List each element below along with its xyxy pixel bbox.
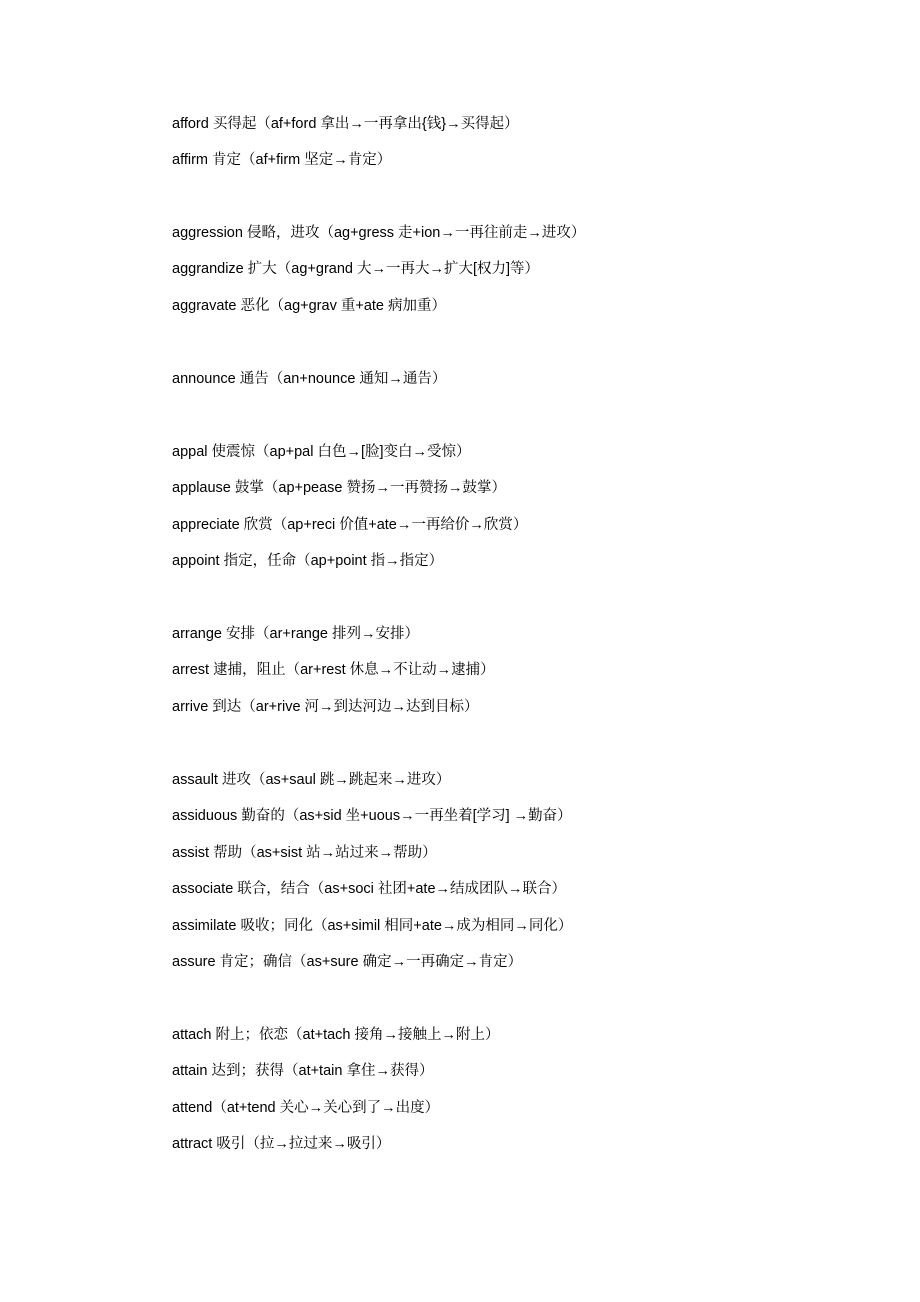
entry-attend: attend（at+tend 关心→关心到了→出度） (172, 1100, 440, 1116)
entry-announce: announce 通告（an+nounce 通知→通告） (172, 371, 447, 387)
entry-attain: attain 达到；获得（at+tain 拿住→获得） (172, 1063, 434, 1079)
entry-assimilate: assimilate 吸收；同化（as+simil 相同+ate→成为相同→同化） (172, 918, 573, 934)
entry-attract: attract 吸引（拉→拉过来→吸引） (172, 1136, 391, 1152)
entry-aggravate: aggravate 恶化（ag+grav 重+ate 病加重） (172, 298, 447, 314)
entry-afford: afford 买得起（af+ford 拿出→一再拿出{钱}→买得起） (172, 116, 519, 132)
entry-arrest: arrest 逮捕，阻止（ar+rest 休息→不让动→逮捕） (172, 662, 495, 678)
entry-appoint: appoint 指定，任命（ap+point 指→指定） (172, 553, 444, 569)
entry-affirm: affirm 肯定（af+firm 坚定→肯定） (172, 152, 392, 168)
entry-appreciate: appreciate 欣赏（ap+reci 价值+ate→一再给价→欣赏） (172, 517, 528, 533)
entry-assault: assault 进攻（as+saul 跳→跳起来→进攻） (172, 772, 451, 788)
entry-appal: appal 使震惊（ap+pal 白色→[脸]变白→受惊） (172, 444, 471, 460)
entry-aggression: aggression 侵略，进攻（ag+gress 走+ion→一再往前走→进攻） (172, 225, 586, 241)
entry-assure: assure 肯定；确信（as+sure 确定→一再确定→肯定） (172, 954, 523, 970)
entry-assist: assist 帮助（as+sist 站→站过来→帮助） (172, 845, 437, 861)
entry-assiduous: assiduous 勤奋的（as+sid 坐+uous→一再坐着[学习] →勤奋） (172, 808, 572, 824)
entry-arrange: arrange 安排（ar+range 排列→安排） (172, 626, 419, 642)
entry-applause: applause 鼓掌（ap+pease 赞扬→一再赞扬→鼓掌） (172, 480, 507, 496)
entry-associate: associate 联合，结合（as+soci 社团+ate→结成团队→联合） (172, 881, 567, 897)
entry-attach: attach 附上；依恋（at+tach 接角→接触上→附上） (172, 1027, 500, 1043)
entry-arrive: arrive 到达（ar+rive 河→到达河边→达到目标） (172, 699, 479, 715)
entry-aggrandize: aggrandize 扩大（ag+grand 大→一再大→扩大[权力]等） (172, 261, 540, 277)
